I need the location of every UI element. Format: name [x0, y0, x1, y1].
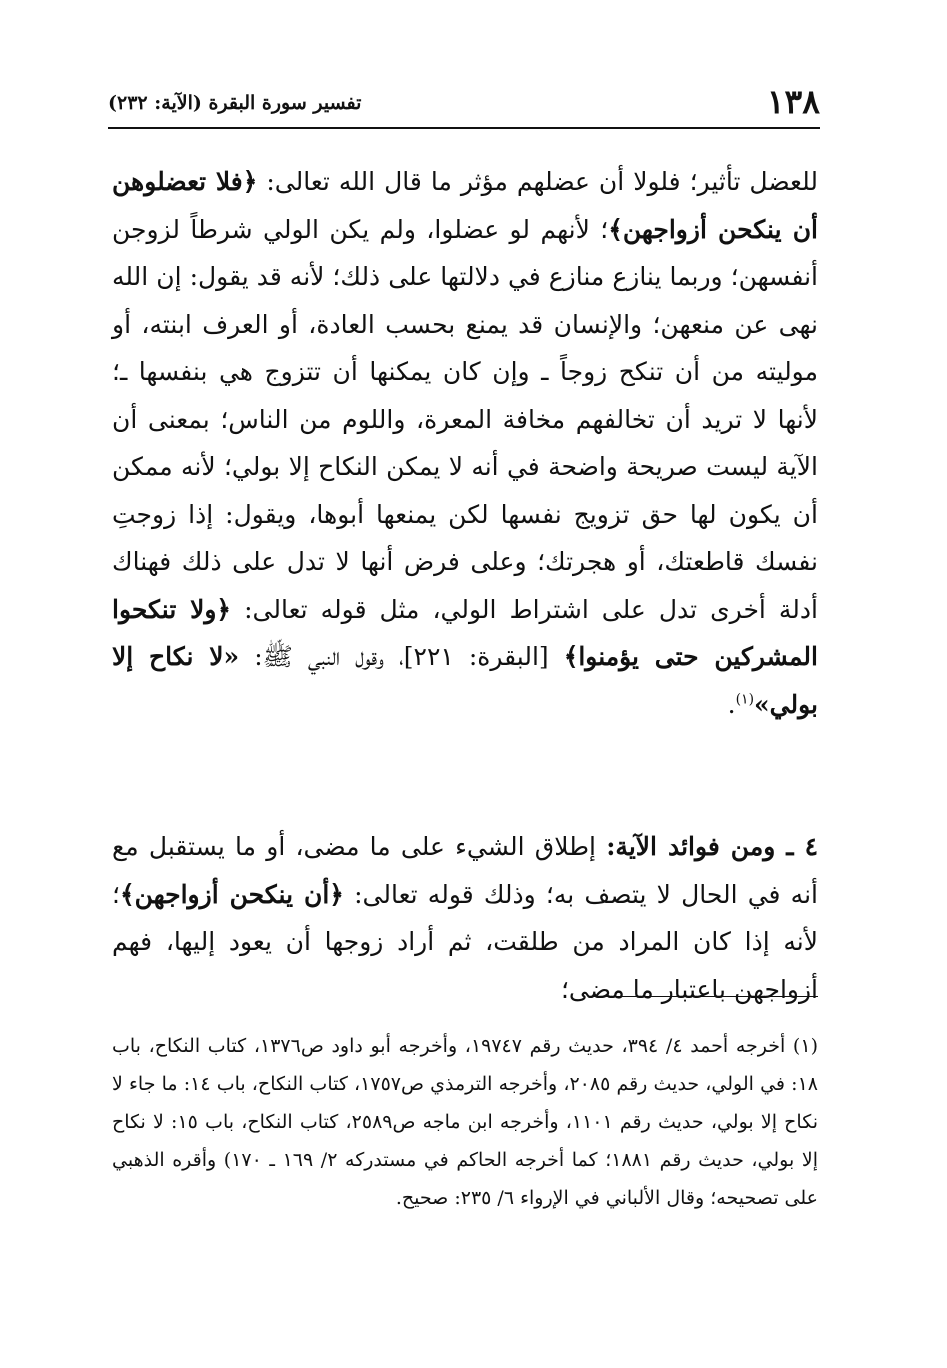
running-title: تفسير سورة البقرة (الآية: ٢٣٢): [108, 92, 362, 114]
footnote: [112, 1008, 818, 1236]
quran-quote: ﴿ولا تنكحوا المشركين حتى يؤمنوا﴾: [112, 594, 818, 671]
benefit-paragraph: [112, 798, 818, 1038]
quran-quote: ﴿فلا تعضلوهن أن ينكحن أزواجهن﴾: [112, 167, 819, 244]
footnote-text: (١) أخرجه أحمد ٤/ ٣٩٤، حديث رقم ١٩٧٤٧، وأخرجه أبو داود ص١٣٧٦، كتاب النكاح، باب ١٨: في الولي، حديث رقم ٢٠٨٥، وأخرجه الترمذي ص١٧٥٧، كتاب النكاح، باب ١٤: ما جاء لا نكاح إلا بولي، حديث رقم ١١٠١، وأخرجه ابن ماجه ص٢٥٨٩، كتاب النكاح، باب ١٥: لا نكاح إلا بولي، حديث رقم ١٨٨١؛ كما أخرجه الحاكم في مستدركه ٢/ ١٦٩ ـ ١٧٠) وأقره الذهبي على تصحيحه؛ وقال الألباني في الإرواء ٦/ ٢٣٥: صحيح.: [112, 1035, 819, 1209]
benefit-heading: ٤ ـ ومن فوائد الآية:: [606, 832, 818, 861]
text-segment: للعضل تأثير؛ فلولا أن عضلهم مؤثر ما قال الله تعالى:: [257, 167, 818, 196]
footnote-divider: [588, 996, 818, 997]
text-segment: ؛ لأنه إذا كان المراد من طلقت، ثم أراد زوجها أن يعود إليها، فهم أزواجهن باعتبار ما مضى؛: [112, 879, 818, 1004]
quran-quote: ﴿أن ينكحن أزواجهن﴾: [119, 879, 344, 909]
text-segment: إطلاق الشيء على ما مضى، أو ما يستقبل مع أنه في الحال لا يتصف به؛ وذلك قوله تعالى:: [112, 832, 818, 909]
page-header: [108, 82, 820, 122]
page-number: ١٣٨: [766, 82, 820, 121]
text-segment: .: [727, 689, 736, 719]
hadith-quote: «لا نكاح إلا بولي»: [112, 642, 818, 719]
header-divider: [108, 127, 820, 129]
text-segment: [البقرة: ٢٢١]، وقول النبي ﷺ:: [239, 642, 564, 671]
main-paragraph: [112, 158, 818, 728]
text-segment: ؛ لأنهم لو عضلوا، ولم يكن الولي شرطاً لزوجن أنفسهن؛ وربما ينازع منازع في دلالتها على ذلك؛ لأنه قد يقول: إن الله نهى عن منعهن؛ والإنسان قد يمنع بحسب العادة، أو العرف ابنته، أو موليته من أن تنكح زوجاً ـ وإن كان يمكنها أن تتزوج هي بنفسها ـ؛ لأنها لا تريد أن تخالفهم مخافة المعرة، واللوم من الناس؛ بمعنى أن الآية ليست صريحة واضحة في أنه لا يمكن النكاح إلا بولي؛ لأنه ممكن أن يكون لها حق تزويج نفسها لكن يمنعها أبوها، ويقول: إذا زوجتِ نفسك قاطعتك، أو هجرتك؛ وعلى فرض أنها لا تدل على ذلك فهناك أدلة أخرى تدل على اشتراط الولي، مثل قوله تعالى:: [112, 214, 818, 624]
footnote-reference[interactable]: (١): [735, 691, 755, 708]
